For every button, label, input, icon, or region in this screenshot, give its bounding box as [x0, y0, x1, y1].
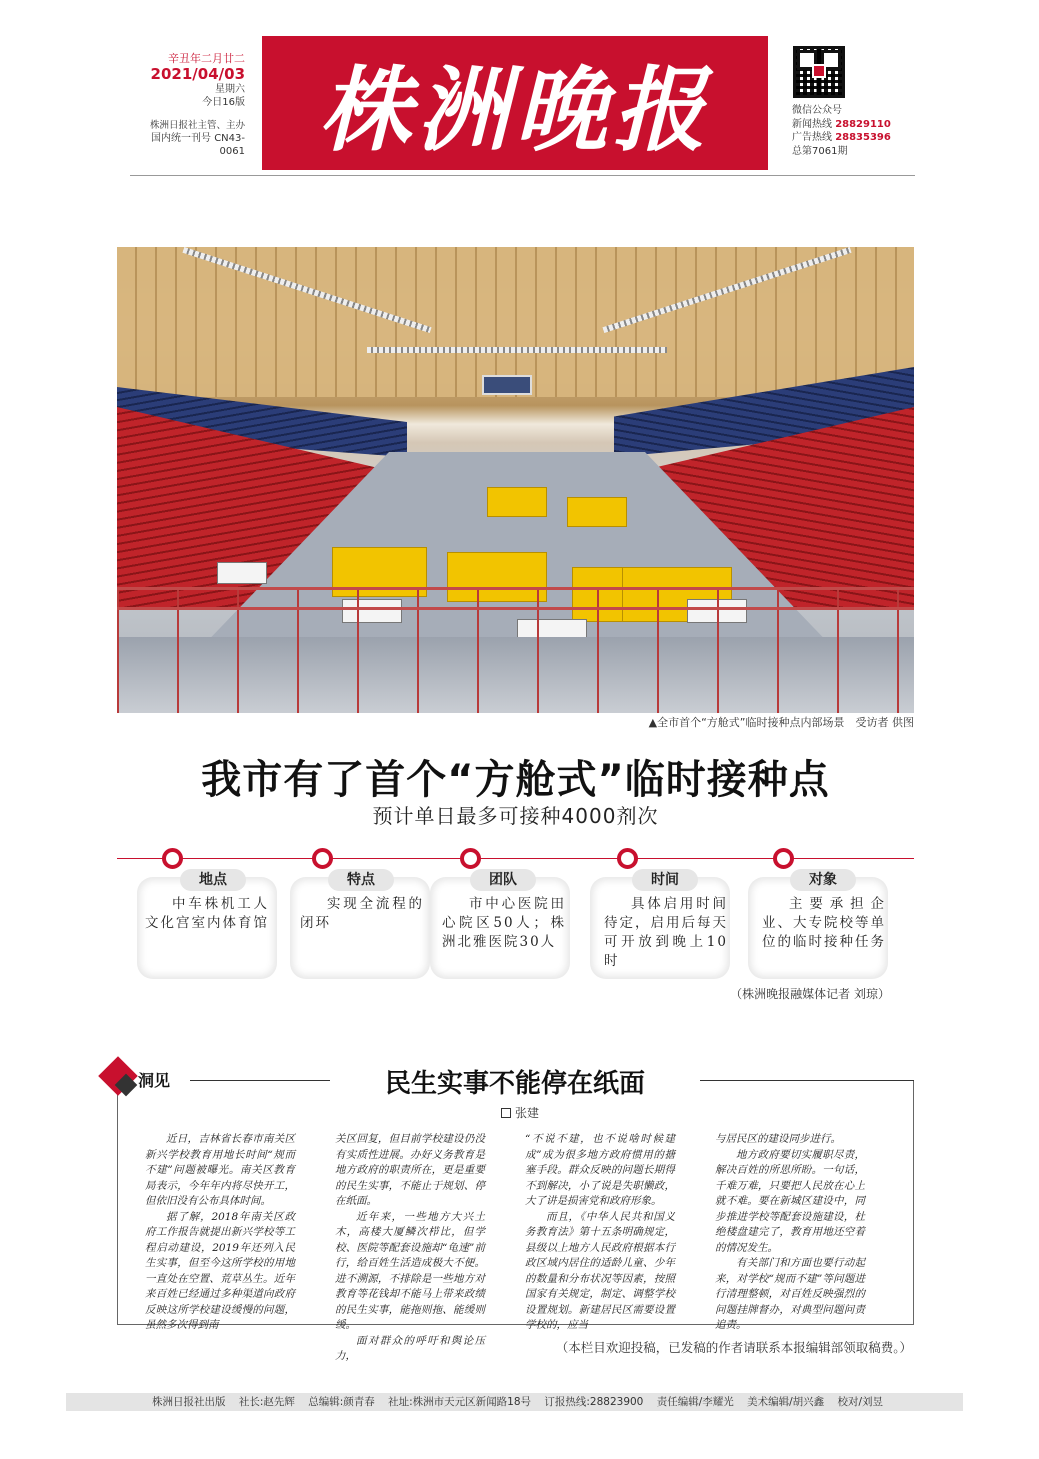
qr-logo-icon: [812, 64, 826, 78]
masthead-divider: [130, 175, 915, 176]
info-text-feature: 实现全流程的闭环: [300, 896, 424, 931]
photo-desk: [217, 562, 267, 584]
photo-truss: [367, 347, 667, 353]
column-rule: [190, 1080, 330, 1081]
footer-proofreader: 校对/刘昱: [837, 1396, 884, 1408]
paragraph: 与居民区的建设同步进行。: [715, 1133, 841, 1145]
wechat-label: 微信公众号: [792, 105, 842, 116]
paragraph: 关区回复，但目前学校建设仍没有实质性进展。办好义务教育是地方政府的职责所在，更是重要的民生实事，不能止于规划、停在纸面。: [335, 1133, 485, 1207]
column-author: 张建: [514, 1106, 539, 1120]
footer-editor: 责任编辑/李耀光: [656, 1396, 734, 1408]
logo-text: 株洲晚报: [318, 56, 711, 164]
ad-hotline: 广告热线 28835396: [792, 132, 891, 143]
lunar-date: 辛丑年二月廿二: [168, 52, 245, 65]
info-text-target: 主要承担企业、大专院校等单位的临时接种任务: [762, 896, 886, 950]
paragraph: 近日，吉林省长春市南关区新兴学校教育用地长时间“规而不建”问题被曝光。南关区教育局表示，今年年内将尽快开工，但依旧没有公布具体时间。: [145, 1133, 295, 1207]
footer-art-editor: 美术编辑/胡兴鑫: [747, 1396, 825, 1408]
footer-president: 社长:赵先辉: [238, 1396, 295, 1408]
photo-booth: [567, 497, 627, 527]
paragraph: 有关部门和方面也要行动起来，对学校“规而不建”等问题进行清理整顿，对百姓反映强烈的问题挂牌督办，对典型问题问责追责。: [715, 1257, 865, 1331]
page-footer: [66, 1393, 963, 1411]
info-tag-time: 时间: [632, 869, 698, 891]
paragraph: 近年来，一些地方大兴土木，高楼大厦鳞次栉比，但学校、医院等配套设施却“龟速”前行，给百姓生活造成极大不便。进不溯源，不排除是一些地方对教育等花钱却不能马上带来政绩的民生实事，能拖则拖、能缓则缓。: [335, 1210, 485, 1331]
byline-box-icon: [501, 1108, 511, 1118]
main-photo: [117, 247, 914, 713]
article-headline: 我市有了首个“方舱式”临时接种点: [201, 757, 830, 803]
timeline-dot: [460, 848, 481, 869]
footer-subscription: 订报热线:28823900: [544, 1396, 644, 1408]
timeline-dot: [773, 848, 794, 869]
newspaper-logo: [262, 36, 768, 170]
publisher: 株洲日报社主管、主办: [149, 120, 245, 131]
column-text-4: [715, 1132, 865, 1334]
article-subhead: 预计单日最多可接种4000剂次: [372, 804, 659, 828]
info-text-time: 具体启用时间待定，启用后每天可开放到晚上10时: [604, 896, 728, 969]
timeline-dot: [617, 848, 638, 869]
info-tag-team: 团队: [470, 869, 536, 891]
serial-number: 国内统一刊号 CN43-0061: [151, 133, 245, 157]
info-timeline: [117, 858, 914, 859]
issue-date: 2021/04/03: [150, 65, 245, 83]
column-label: 洞见: [138, 1071, 171, 1090]
footer-editor-in-chief: 总编辑:颜青春: [308, 1396, 375, 1408]
column-rule: [700, 1080, 914, 1081]
column-text-1: [145, 1132, 295, 1334]
paragraph: “不说不建，也不说啥时候建成”成为很多地方政府惯用的搪塞手段。群众反映的问题长期得不到解决，小了说是失职懒政，大了讲是损害党和政府形象。: [525, 1133, 675, 1207]
page-count: 今日16版: [202, 97, 245, 108]
weekday: 星期六: [215, 84, 245, 95]
photo-screen: [482, 375, 532, 395]
masthead-date-block: [130, 52, 245, 158]
column-byline: [470, 1104, 570, 1121]
news-hotline: 新闻热线 28829110: [792, 118, 891, 130]
photo-caption: ▲全市首个“方舱式”临时接种点内部场景 受访者 供图: [648, 716, 914, 729]
info-tag-location: 地点: [180, 869, 246, 891]
paragraph: 地方政府要切实履职尽责，解决百姓的所思所盼。一句话，千难万难，只要把人民放在心上就不难。要在新城区建设中，同步推进学校等配套设施建设，杜绝楼盘建完了，教育用地还空着的情况发生。: [715, 1148, 865, 1254]
column-note: （本栏目欢迎投稿，已发稿的作者请联系本报编辑部领取稿费。）: [555, 1340, 912, 1355]
paragraph: 而且，《中华人民共和国义务教育法》第十五条明确规定，县级以上地方人民政府根据本行政区域内居住的适龄儿童、少年的数量和分布状况等因素，按照国家有关规定，制定、调整学校设置规划。新建居民区需要设置学校的，应当: [525, 1210, 675, 1331]
footer-publisher: 株洲日报社出版: [152, 1396, 226, 1408]
masthead-contact-block: [792, 104, 891, 158]
info-tag-feature: 特点: [328, 869, 394, 891]
column-text-3: [525, 1132, 675, 1334]
footer-address: 社址:株洲市天元区新闻路18号: [388, 1396, 532, 1408]
info-text-location: 中车株机工人文化宫室内体育馆: [145, 896, 269, 931]
info-text-team: 市中心医院田心院区50人；株洲北雅医院30人: [442, 896, 566, 950]
column-text-2: [335, 1132, 485, 1365]
timeline-dot: [312, 848, 333, 869]
photo-railing: [117, 587, 914, 713]
photo-booth: [487, 487, 547, 517]
info-tag-target: 对象: [790, 869, 856, 891]
paragraph: 据了解，2018年南关区政府工作报告就提出新兴学校等工程启动建设，2019年还列入民生实事，但至今这所学校的用地一直处在空置、荒草丛生。近年来百姓已经通过多种渠道向政府反映这所学校建设缓慢的问题，虽然多次得到南: [145, 1210, 295, 1331]
reporter-credit: （株洲晚报融媒体记者 刘琼）: [730, 987, 890, 1001]
issue-number: 总第7061期: [792, 145, 848, 157]
column-title: 民生实事不能停在纸面: [384, 1069, 645, 1099]
paragraph: 面对群众的呼吁和舆论压力，: [335, 1334, 485, 1362]
timeline-dot: [162, 848, 183, 869]
